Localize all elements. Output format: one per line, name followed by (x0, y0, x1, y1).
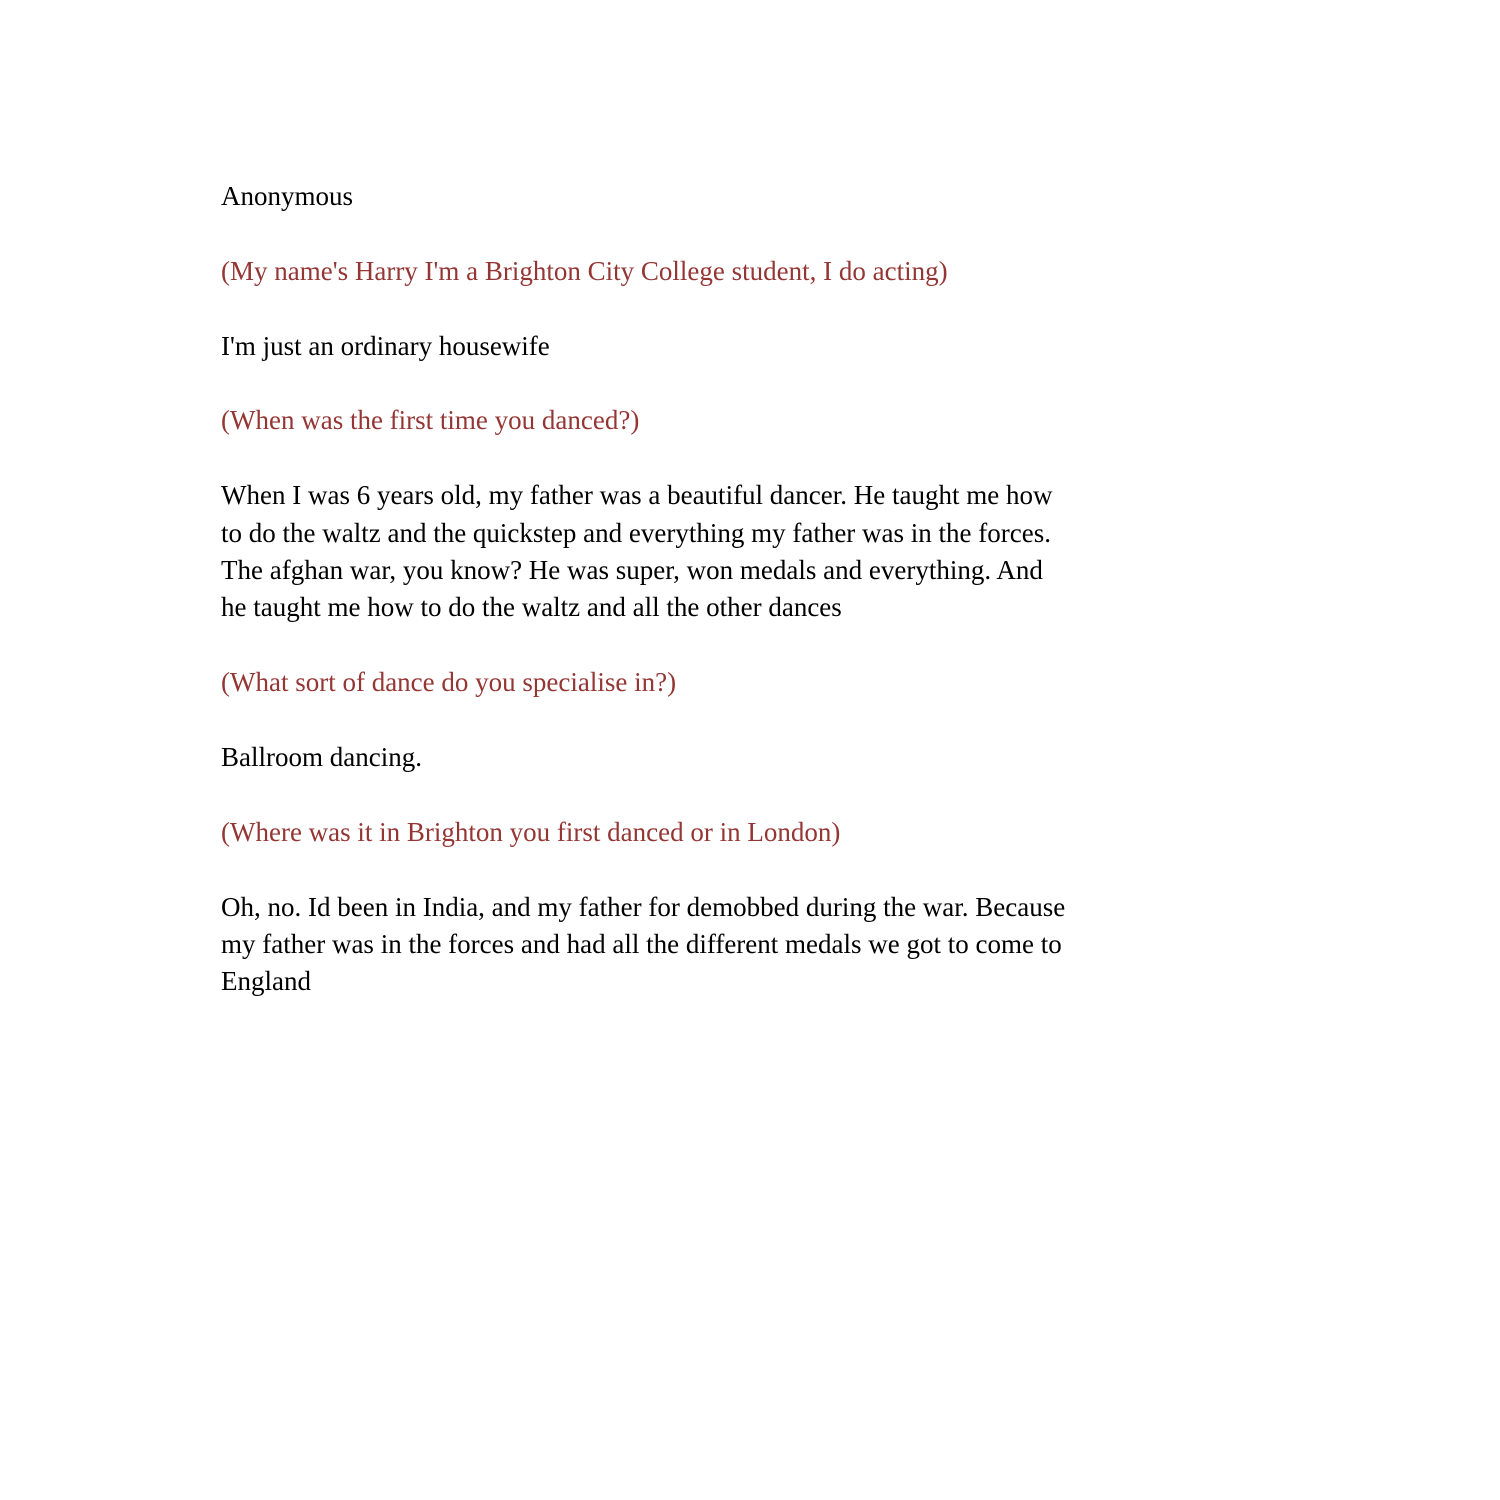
text-line: my father was in the forces and had all the different medals we got to come to (221, 929, 1062, 959)
text-line: (Where was it in Brighton you first danced or in London) (221, 816, 841, 847)
text-line: When I was 6 years old, my father was a beautiful dancer. He taught me how (221, 480, 1053, 511)
interviewer-question (221, 253, 1065, 290)
text-line: (My name's Harry I'm a Brighton City College student, I do acting) (221, 255, 948, 286)
text-line: (When was the first time you danced?) (221, 405, 640, 436)
author-line (221, 178, 1065, 215)
document-body (221, 178, 1065, 1038)
interviewee-answer (221, 328, 1065, 365)
interviewee-answer (221, 477, 1065, 627)
interviewer-question (221, 402, 1065, 439)
text-line: I'm just an ordinary housewife (221, 330, 550, 361)
interviewee-answer (221, 889, 1065, 1001)
text-line: England (221, 966, 311, 997)
interviewee-answer (221, 739, 1065, 776)
text-line: The afghan war, you know? He was super, won medals and everything. And (221, 555, 1043, 585)
text-line: he taught me how to do the waltz and all the other dances (221, 592, 842, 623)
text-line: to do the waltz and the quickstep and everything my father was in the forces. (221, 517, 1051, 548)
text-line: (What sort of dance do you specialise in?) (221, 667, 677, 698)
interviewer-question (221, 664, 1065, 701)
text-line: Anonymous (221, 181, 354, 211)
text-line: Ballroom dancing. (221, 742, 422, 772)
interviewer-question (221, 814, 1065, 851)
text-line: Oh, no. Id been in India, and my father for demobbed during the war. Because (221, 891, 1066, 922)
